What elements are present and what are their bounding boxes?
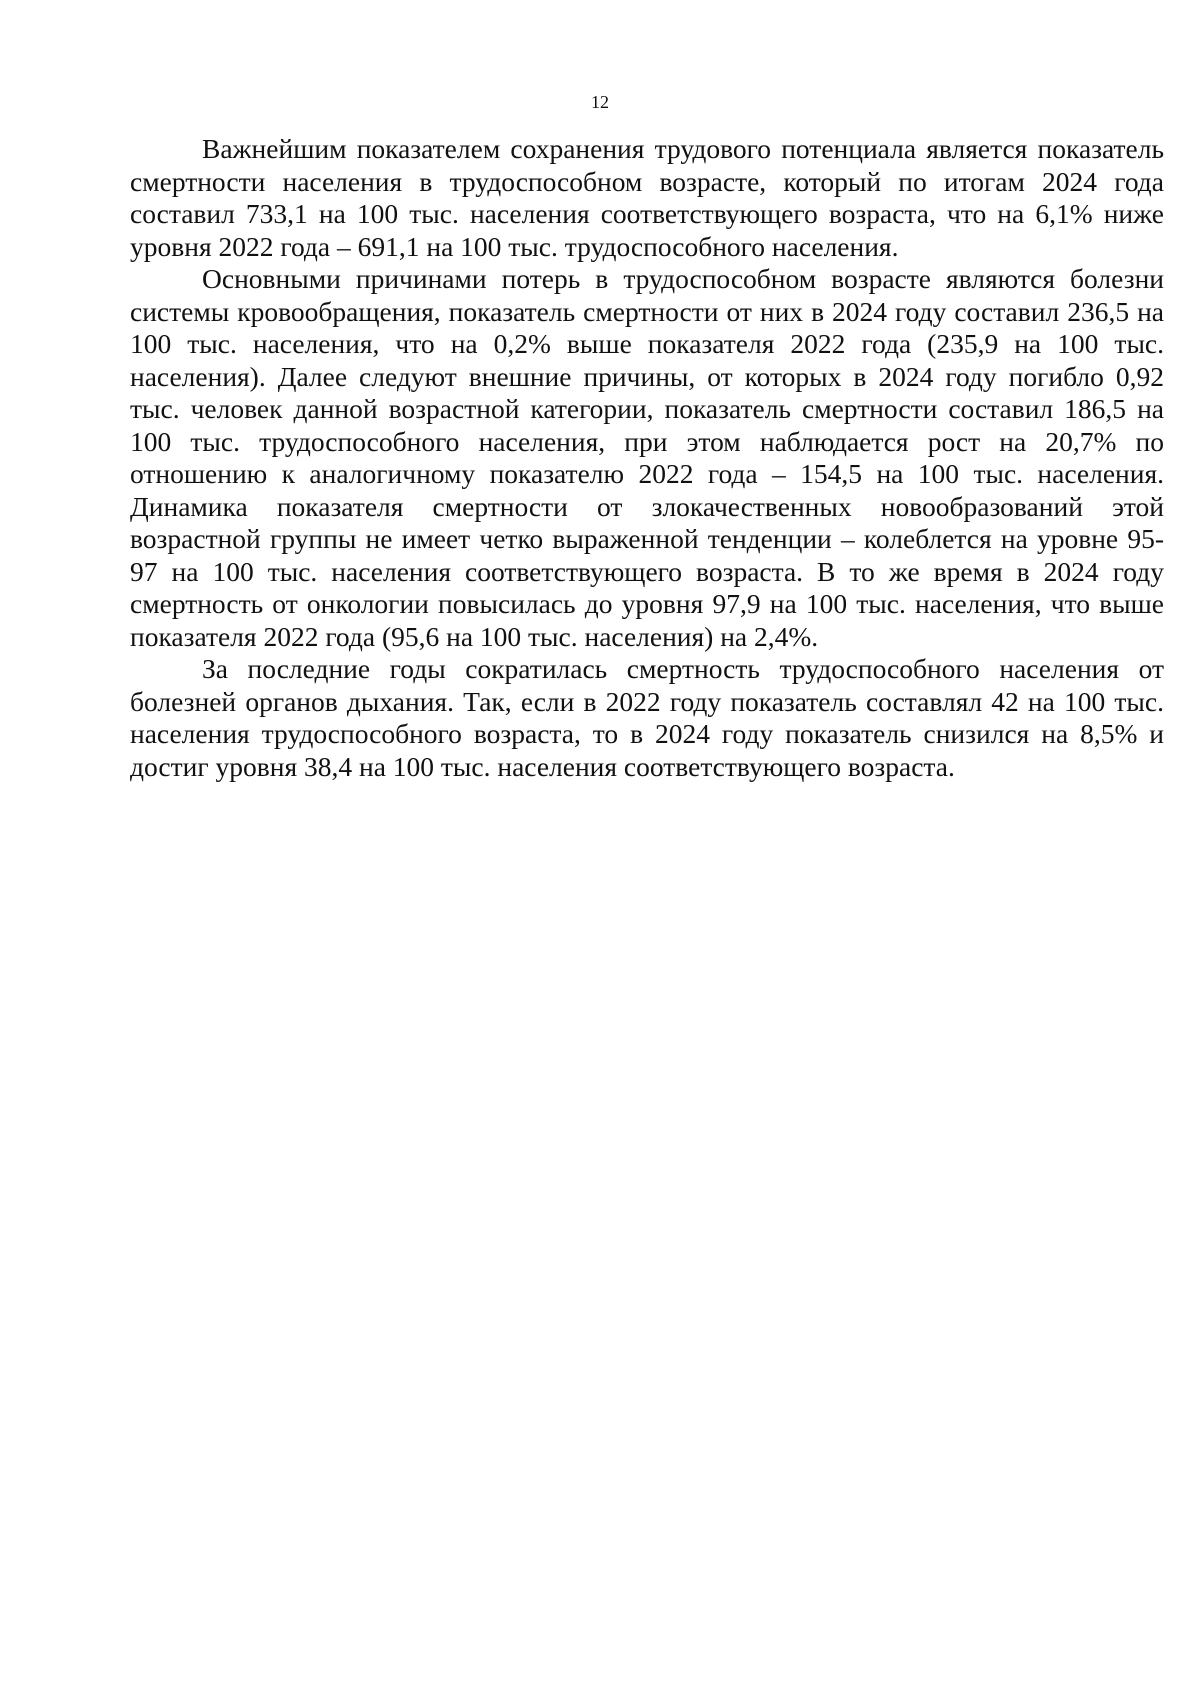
paragraph-causes-of-death: Основными причинами потерь в трудоспособном возрасте являются болезни системы кровообращения, показатель смертности от них в 2024 году составил 236,5 на 100 тыс. населения, что на 0,2% выше показателя 2022 года (235,9 на 100 тыс. населения). Далее следуют внешние причины, от которых в 2024 году погибло 0,92 тыс. человек данной возрастной категории, показатель смертности составил 186,5 на 100 тыс. трудоспособного населения, при этом наблюдается рост на 20,7% по отношению к аналогичному показателю 2022 года – 154,5 на 100 тыс. населения. Динамика показателя смертности от злокачественных новообразований этой возрастной группы не имеет четко выраженной тенденции – колеблется на уровне 95-97 на 100 тыс. населения соответствующего возраста. В то же время в 2024 году смертность от онкологии повысилась до уровня 97,9 на 100 тыс. населения, что выше показателя 2022 года (95,6 на 100 тыс. населения) на 2,4%. [130,263,1164,652]
paragraph-working-age-mortality: Важнейшим показателем сохранения трудового потенциала является показатель смертности населения в трудоспособном возрасте, который по итогам 2024 года составил 733,1 на 100 тыс. населения соответствующего возраста, что на 6,1% ниже уровня 2022 года – 691,1 на 100 тыс. трудоспособного населения. [130,133,1164,262]
paragraph-respiratory-diseases: За последние годы сократилась смертность трудоспособного населения от болезней органов дыхания. Так, если в 2022 году показатель составлял 42 на 100 тыс. населения трудоспособного возраста, то в 2024 году показатель снизился на 8,5% и достиг уровня 38,4 на 100 тыс. населения соответствующего возраста. [130,653,1164,782]
body-text [130,133,1164,783]
page-number: 12 [591,92,609,112]
